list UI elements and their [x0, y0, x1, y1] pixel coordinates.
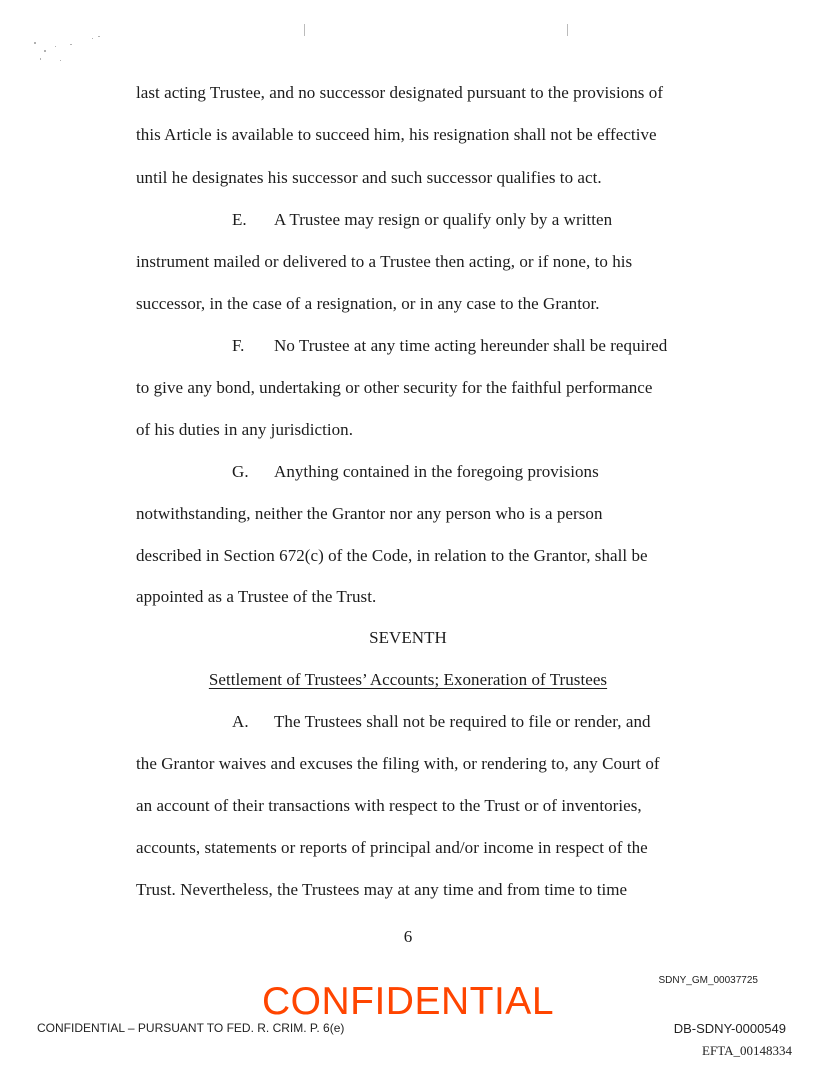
- paragraph-f-first-line: [232, 335, 667, 357]
- body-line: accounts, statements or reports of principal and/or income in respect of the: [136, 838, 648, 857]
- paragraph-a-text: The Trustees shall not be required to file or render, and: [274, 712, 651, 731]
- page-number: 6: [403, 927, 413, 946]
- paragraph-g-text: Anything contained in the foregoing provisions: [274, 462, 599, 481]
- paragraph-a-label: A.: [232, 712, 249, 731]
- efta-number: EFTA_00148334: [702, 1043, 792, 1058]
- paragraph-g-first-line: [232, 461, 599, 483]
- paragraph-e-label: E.: [232, 210, 247, 229]
- body-line: to give any bond, undertaking or other security for the faithful performance: [136, 378, 653, 397]
- body-line: of his duties in any jurisdiction.: [136, 420, 354, 439]
- bates-number-db-sdny: DB-SDNY-0000549: [673, 1021, 786, 1036]
- body-line: the Grantor waives and excuses the filing with, or rendering to, any Court of: [136, 754, 660, 773]
- paragraph-e-first-line: [232, 209, 612, 231]
- body-line: this Article is available to succeed him, his resignation shall not be effective: [136, 125, 657, 144]
- body-line: described in Section 672(c) of the Code, in relation to the Grantor, shall be: [136, 546, 648, 565]
- confidential-stamp: CONFIDENTIAL: [261, 980, 555, 1023]
- body-line: notwithstanding, neither the Grantor nor any person who is a person: [136, 504, 603, 523]
- article-number: SEVENTH: [369, 628, 447, 647]
- paragraph-a-first-line: [232, 711, 651, 733]
- paragraph-f-label: F.: [232, 336, 245, 355]
- article-title: [0, 669, 816, 691]
- body-line: last acting Trustee, and no successor designated pursuant to the provisions of: [136, 83, 664, 102]
- footer-confidential-notice: CONFIDENTIAL – PURSUANT TO FED. R. CRIM. P. 6(e): [37, 1021, 345, 1035]
- paragraph-e-text: A Trustee may resign or qualify only by a written: [274, 210, 613, 229]
- body-line: an account of their transactions with respect to the Trust or of inventories,: [136, 796, 642, 815]
- body-line: appointed as a Trustee of the Trust.: [136, 587, 377, 606]
- paragraph-g-label: G.: [232, 462, 249, 481]
- body-line: successor, in the case of a resignation, or in any case to the Grantor.: [136, 294, 600, 313]
- body-line: instrument mailed or delivered to a Trustee then acting, or if none, to his: [136, 252, 633, 271]
- bates-number-sdny-gm: SDNY_GM_00037725: [658, 975, 758, 986]
- body-line: until he designates his successor and such successor qualifies to act.: [136, 168, 602, 187]
- body-line: Trust. Nevertheless, the Trustees may at any time and from time to time: [136, 880, 628, 899]
- article-title-text: Settlement of Trustees’ Accounts; Exoneration of Trustees: [208, 670, 608, 689]
- paragraph-f-text: No Trustee at any time acting hereunder shall be required: [274, 336, 668, 355]
